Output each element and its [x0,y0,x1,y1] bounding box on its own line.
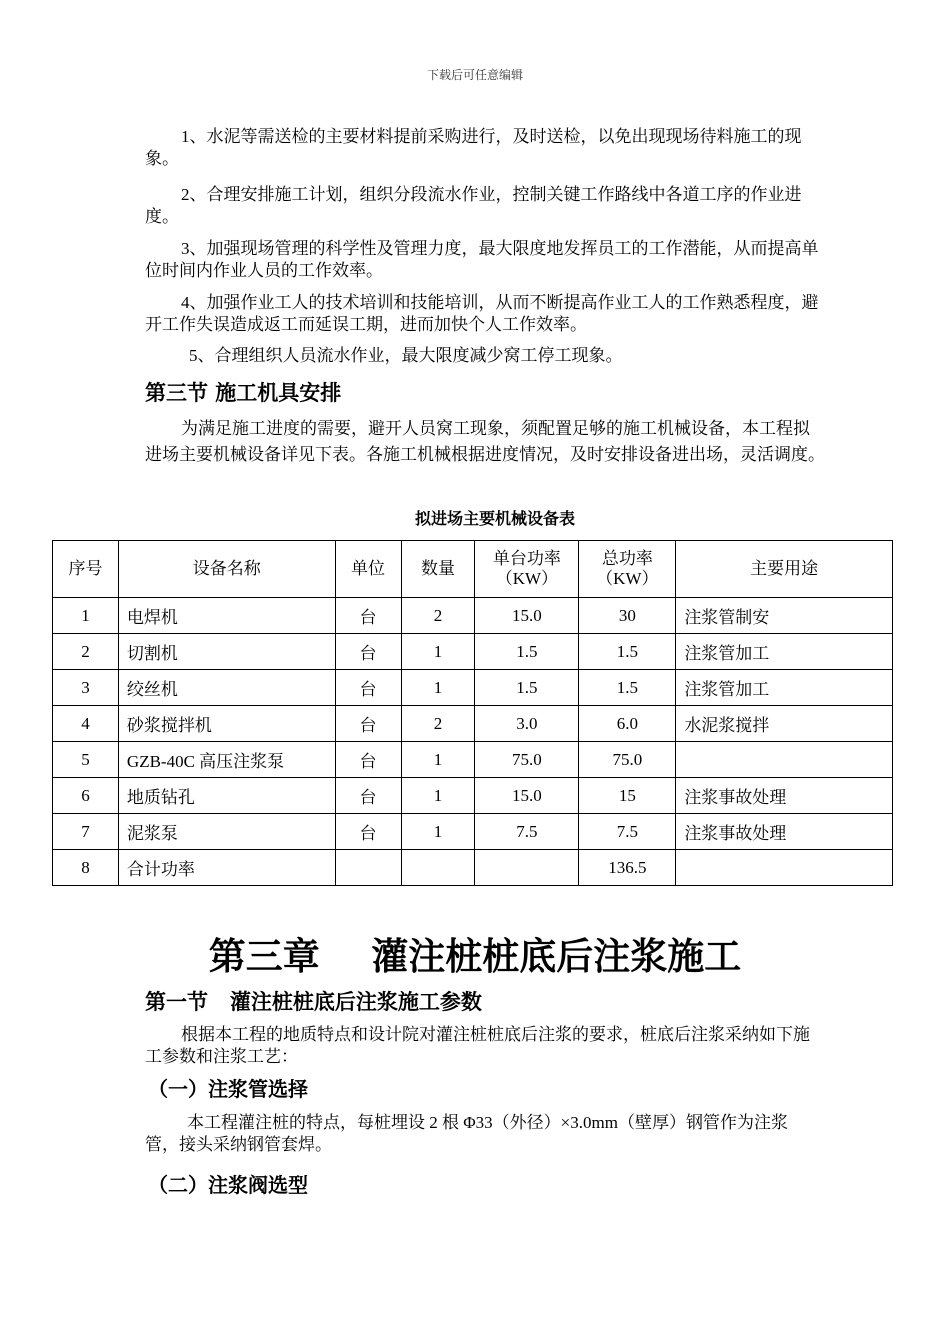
header-no: 序号 [53,541,119,598]
cell-unit: 台 [335,706,401,742]
header-unit: 单位 [335,541,401,598]
cell-no: 7 [53,814,119,850]
cell-qty: 1 [401,778,475,814]
table-row-total [53,850,893,886]
table-row [53,670,893,706]
cell-no: 2 [53,634,119,670]
cell-usage: 注浆管加工 [676,634,893,670]
cell-no: 1 [53,598,119,634]
table-row [53,742,893,778]
cell-total-power: 1.5 [579,670,676,706]
cell-single-power: 1.5 [475,634,579,670]
cell-name: 绞丝机 [118,670,335,706]
cell-single-power: 75.0 [475,742,579,778]
cell-unit: 台 [335,742,401,778]
table-row [53,706,893,742]
cell-no: 3 [53,670,119,706]
measure-paragraph-2: 2、合理安排施工计划，组织分段流水作业，控制关键工作路线中各道工序的作业进度。 [145,185,802,226]
cell-unit: 台 [335,670,401,706]
cell-qty: 1 [401,670,475,706]
section1-heading: 第一节 灌注桩桩底后注浆施工参数 [145,990,482,1014]
measure-paragraph-5: 5、合理组织人员流水作业，最大限度减少窝工停工现象。 [189,346,623,365]
table-row [53,598,893,634]
table-row [53,634,893,670]
cell-qty: 2 [401,598,475,634]
cell-usage [676,742,893,778]
cell-no: 5 [53,742,119,778]
table-row [53,778,893,814]
cell-single-power: 3.0 [475,706,579,742]
section1-intro: 根据本工程的地质特点和设计院对灌注桩桩底后注浆的要求，桩底后注浆采纳如下施工参数和注浆工艺： [145,1025,810,1066]
cell-single-power: 7.5 [475,814,579,850]
cell-qty: 1 [401,634,475,670]
cell-total-power: 15 [579,778,676,814]
cell-name: 砂浆搅拌机 [118,706,335,742]
cell-total-power: 136.5 [579,850,676,886]
table-header-row [53,541,893,598]
section3-heading: 第三节 施工机具安排 [145,381,342,405]
subsection1-heading: （一）注浆管选择 [148,1077,308,1101]
cell-qty [401,850,475,886]
subsection1-text: 本工程灌注桩的特点，每桩埋设 2 根 Φ33（外径）×3.0mm（壁厚）钢管作为注浆管，接头采纳钢管套焊。 [145,1113,788,1154]
cell-total-power: 30 [579,598,676,634]
header-single-power-unit: （KW） [495,569,559,588]
cell-single-power: 15.0 [475,778,579,814]
cell-unit: 台 [335,814,401,850]
cell-total-power: 1.5 [579,634,676,670]
section3-intro: 为满足施工进度的需要，避开人员窝工现象，须配置足够的施工机械设备，本工程拟进场主要机械设备详见下表。各施工机械根据进度情况，及时安排设备进出场，灵活调度。 [145,419,825,464]
cell-usage: 注浆管制安 [676,598,893,634]
header-usage: 主要用途 [676,541,893,598]
cell-single-power: 15.0 [475,598,579,634]
table-row [53,814,893,850]
cell-total-power: 75.0 [579,742,676,778]
cell-qty: 2 [401,706,475,742]
cell-usage: 注浆管加工 [676,670,893,706]
cell-total-power: 6.0 [579,706,676,742]
cell-name: 合计功率 [118,850,335,886]
header-total-power-label: 总功率 [601,549,653,568]
header-total-power [579,541,676,598]
cell-no: 6 [53,778,119,814]
cell-name: 切割机 [118,634,335,670]
cell-usage: 注浆事故处理 [676,778,893,814]
cell-usage: 注浆事故处理 [676,814,893,850]
cell-name: 地质钻孔 [118,778,335,814]
chapter-title: 第三章 灌注桩桩底后注浆施工 [208,935,742,978]
cell-qty: 1 [401,814,475,850]
cell-single-power [475,850,579,886]
measure-paragraph-1: 1、水泥等需送检的主要材料提前采购进行，及时送检，以免出现现场待料施工的现象。 [145,127,802,168]
cell-name: 电焊机 [118,598,335,634]
cell-single-power: 1.5 [475,670,579,706]
header-total-power-unit: （KW） [596,569,659,588]
subsection2-heading: （二）注浆阀选型 [148,1173,308,1197]
cell-total-power: 7.5 [579,814,676,850]
cell-usage: 水泥浆搅拌 [676,706,893,742]
page-header-note: 下载后可任意编辑 [426,68,523,82]
header-single-power-label: 单台功率 [492,549,561,568]
equipment-table [52,540,893,886]
header-name: 设备名称 [118,541,335,598]
cell-no: 4 [53,706,119,742]
measure-paragraph-3: 3、加强现场管理的科学性及管理力度，最大限度地发挥员工的工作潜能，从而提高单位时间内作业人员的工作效率。 [145,239,819,280]
measure-paragraph-4: 4、加强作业工人的技术培训和技能培训，从而不断提高作业工人的工作熟悉程度，避开工作失误造成返工而延误工期，进而加快个人工作效率。 [145,293,819,334]
cell-name: 泥浆泵 [118,814,335,850]
cell-name: GZB-40C 高压注浆泵 [118,742,335,778]
header-qty: 数量 [401,541,475,598]
cell-unit [335,850,401,886]
cell-unit: 台 [335,634,401,670]
equipment-table-title: 拟进场主要机械设备表 [414,509,575,528]
header-single-power [475,541,579,598]
cell-qty: 1 [401,742,475,778]
cell-unit: 台 [335,778,401,814]
cell-no: 8 [53,850,119,886]
cell-usage [676,850,893,886]
cell-unit: 台 [335,598,401,634]
